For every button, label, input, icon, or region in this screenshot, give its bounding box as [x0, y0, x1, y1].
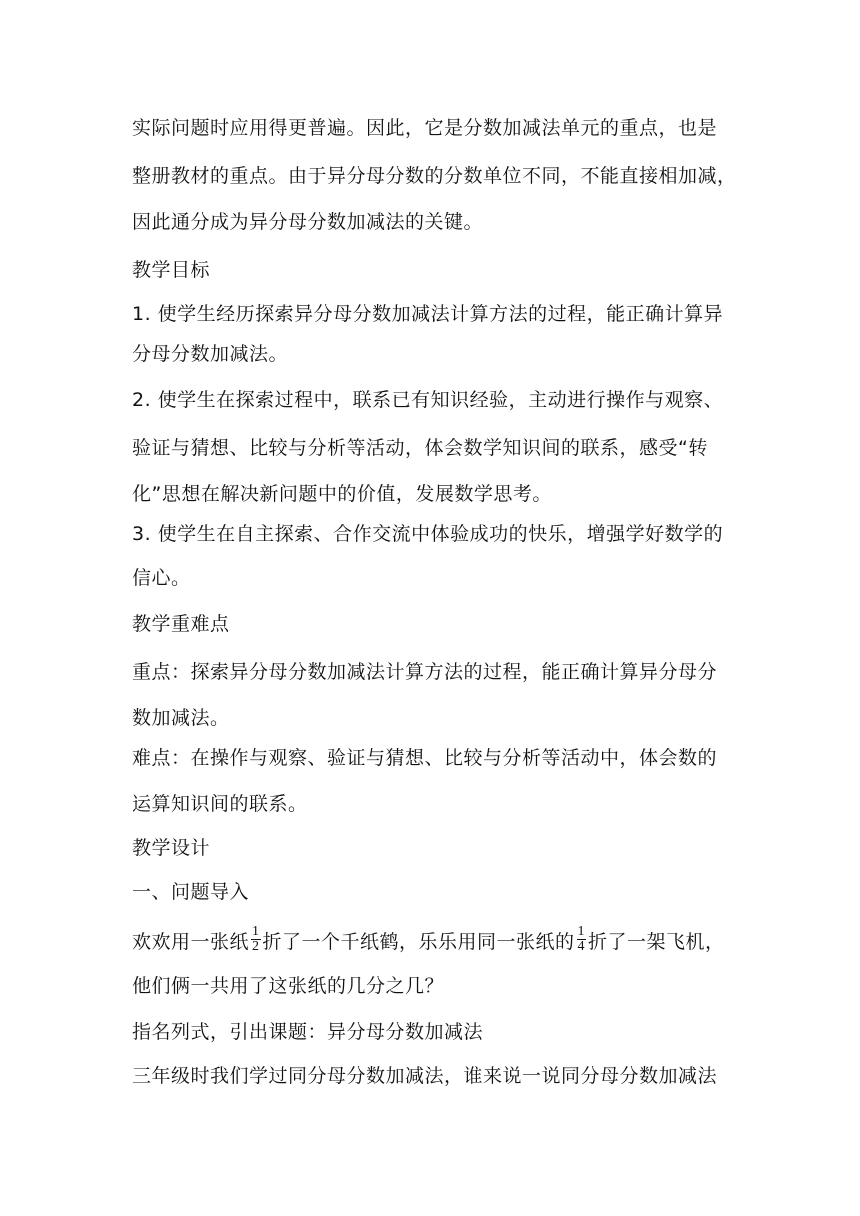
difficult-point-line: 运算知识间的联系。: [132, 793, 308, 815]
section-heading-design: 教学设计: [132, 837, 211, 859]
question-text: 折了一架飞机，: [588, 931, 725, 953]
key-point-line: 数加减法。: [132, 707, 230, 729]
goal-item-3-cont: 信心。: [132, 567, 191, 589]
fraction-denominator: 2: [252, 939, 260, 954]
fraction-one-quarter: [577, 925, 587, 954]
goal-item-3: 3. 使学生在自主探索、合作交流中体验成功的快乐，增强学好数学的: [132, 523, 724, 545]
goal-item-2-cont: 验证与猜想、比较与分析等活动，体会数学知识间的联系，感受“转: [132, 437, 708, 459]
goal-item-2: 2. 使学生在探索过程中，联系已有知识经验，主动进行操作与观察、: [132, 389, 724, 411]
paragraph-line: 整册教材的重点。由于异分母分数的分数单位不同，不能直接相加减，: [132, 165, 737, 187]
paragraph-line: 实际问题时应用得更普遍。因此，它是分数加减法单元的重点，也是: [132, 117, 718, 139]
question-text: 欢欢用一张纸: [132, 931, 250, 953]
paragraph-line: 因此通分成为异分母分数加减法的关键。: [132, 211, 484, 233]
question-text: 折了一个千纸鹤，乐乐用同一张纸的: [262, 931, 575, 953]
fraction-denominator: 4: [577, 939, 586, 954]
section-subheading: 一、问题导入: [132, 881, 250, 903]
fraction-numerator: 1: [252, 924, 260, 939]
fraction-numerator: 1: [577, 924, 586, 939]
section-heading-goals: 教学目标: [132, 259, 211, 281]
goal-item-2-cont: 化”思想在解决新问题中的价值，发展数学思考。: [132, 483, 552, 505]
paragraph-line: 指名列式，引出课题：异分母分数加减法: [132, 1021, 484, 1043]
difficult-point-line: 难点：在操作与观察、验证与猜想、比较与分析等活动中，体会数的: [132, 747, 718, 769]
goal-item-1-cont: 分母分数加减法。: [132, 343, 289, 365]
section-heading-key-points: 教学重难点: [132, 613, 230, 635]
goal-item-1: 1. 使学生经历探索异分母分数加减法计算方法的过程，能正确计算异: [132, 303, 724, 325]
key-point-line: 重点：探索异分母分数加减法计算方法的过程，能正确计算异分母分: [132, 661, 718, 683]
question-line: [132, 924, 725, 957]
question-line-cont: 他们俩一共用了这张纸的几分之几？: [132, 975, 445, 997]
paragraph-line: 三年级时我们学过同分母分数加减法，谁来说一说同分母分数加减法: [132, 1065, 718, 1087]
fraction-one-half: [251, 925, 261, 954]
